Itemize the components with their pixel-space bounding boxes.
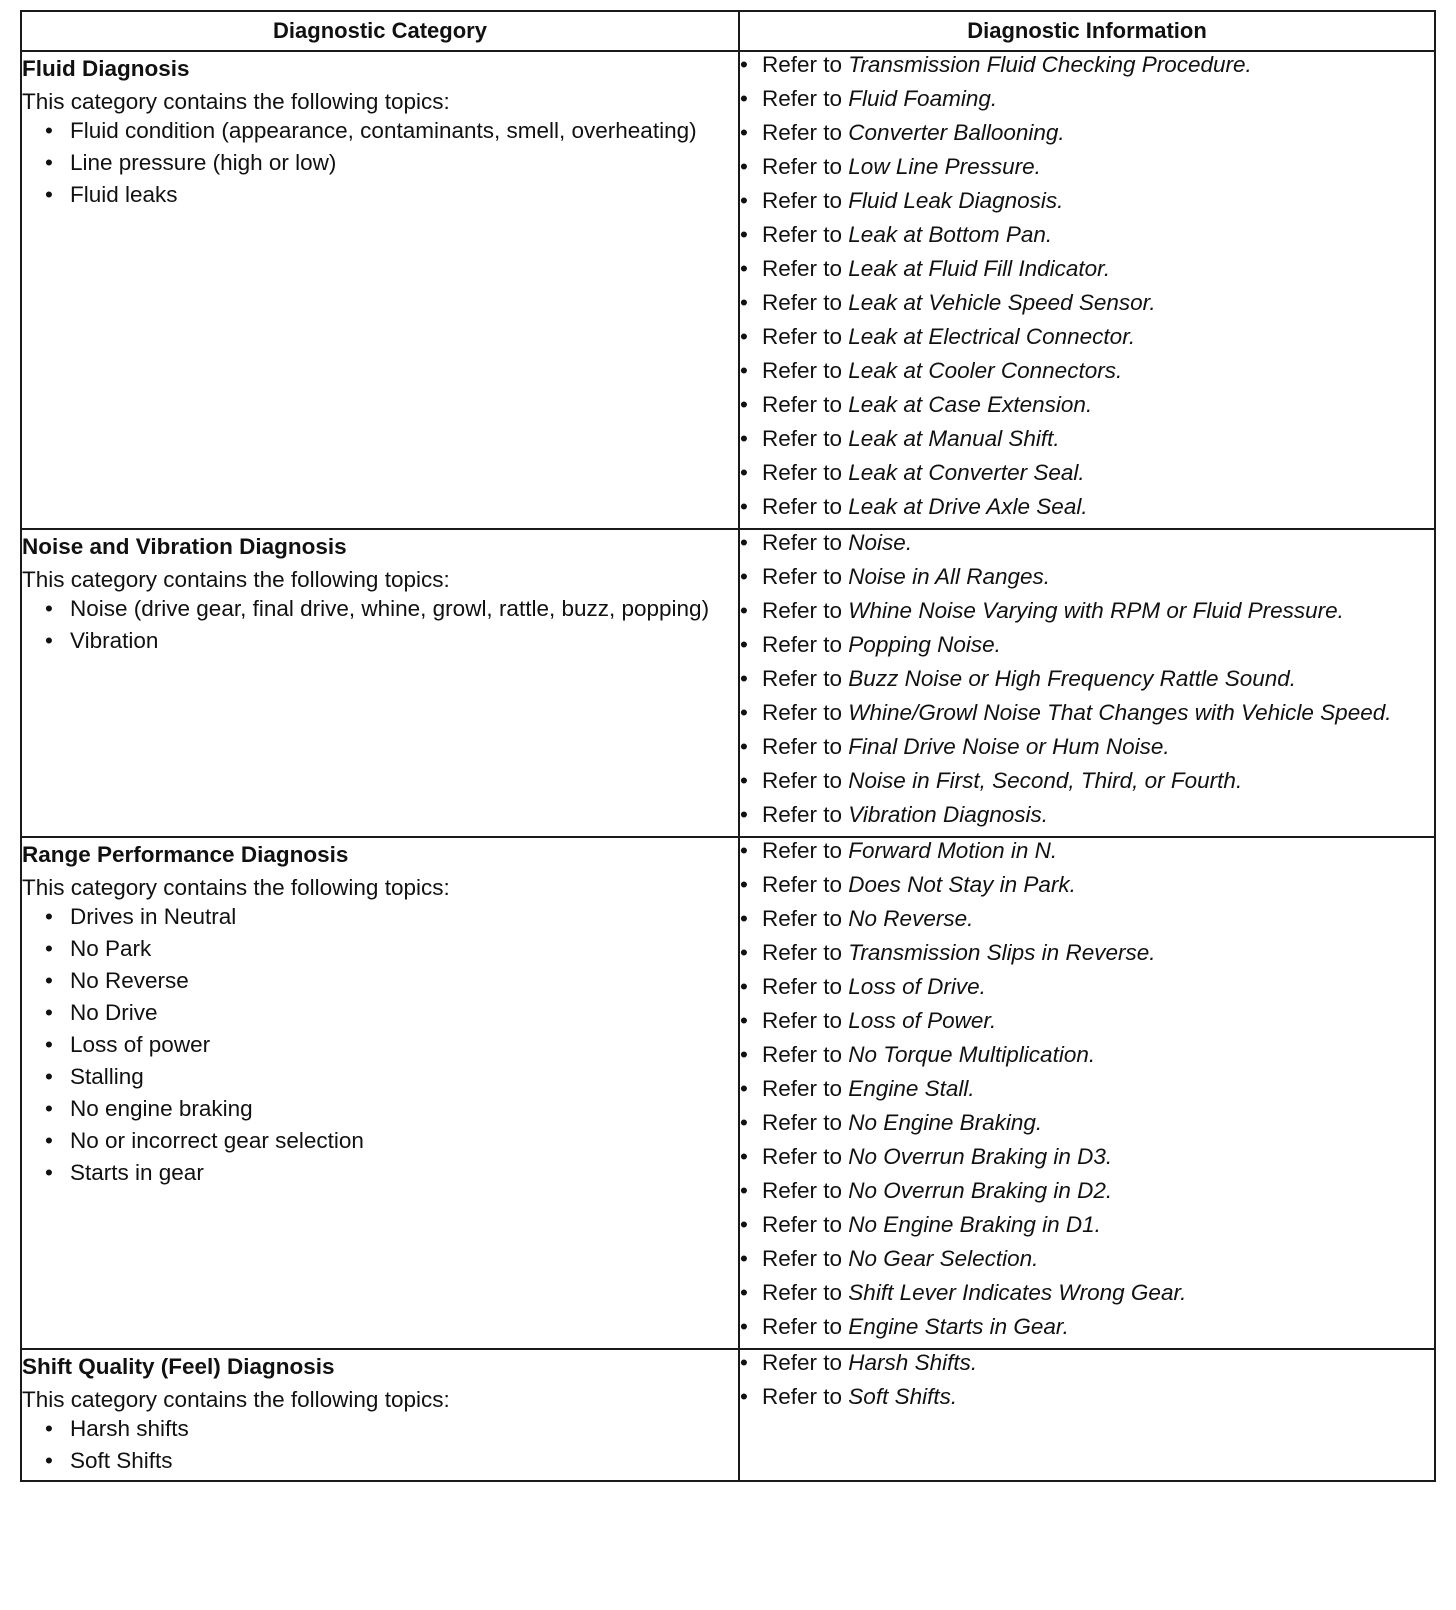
reference-item: [762, 392, 1434, 417]
category-cell: [21, 837, 739, 1349]
reference-link[interactable]: No Overrun Braking in D2.: [848, 1178, 1113, 1203]
table-row: [21, 837, 1435, 1349]
column-header-category: Diagnostic Category: [21, 11, 739, 51]
reference-prefix: Refer to: [762, 120, 849, 145]
reference-prefix: Refer to: [762, 460, 849, 485]
reference-item: [762, 768, 1434, 793]
reference-item: [762, 1246, 1434, 1271]
topic-item: • No or incorrect gear selection: [70, 1128, 738, 1153]
reference-item: [762, 666, 1434, 691]
reference-link[interactable]: Harsh Shifts.: [848, 1350, 978, 1375]
reference-item: [762, 700, 1434, 725]
reference-prefix: Refer to: [762, 974, 849, 999]
reference-list: [740, 1350, 1434, 1409]
reference-prefix: Refer to: [762, 1008, 849, 1033]
reference-link[interactable]: No Engine Braking in D1.: [848, 1212, 1101, 1237]
category-intro: This category contains the following topics:: [22, 1387, 450, 1412]
reference-link[interactable]: Leak at Manual Shift.: [848, 426, 1060, 451]
topic-list: [22, 596, 738, 653]
reference-item: [762, 598, 1434, 623]
reference-link[interactable]: Fluid Foaming.: [848, 86, 998, 111]
reference-link[interactable]: Final Drive Noise or Hum Noise.: [848, 734, 1170, 759]
reference-prefix: Refer to: [762, 598, 849, 623]
topic-item: • No engine braking: [70, 1096, 738, 1121]
reference-link[interactable]: Buzz Noise or High Frequency Rattle Sound.: [848, 666, 1297, 691]
reference-item: [762, 52, 1434, 77]
reference-link[interactable]: Forward Motion in N.: [848, 838, 1058, 863]
topic-item: • Stalling: [70, 1064, 738, 1089]
reference-prefix: Refer to: [762, 666, 849, 691]
reference-link[interactable]: Transmission Fluid Checking Procedure.: [848, 52, 1252, 77]
topic-item: • Noise (drive gear, final drive, whine, growl, rattle, buzz, popping): [70, 596, 738, 621]
reference-prefix: Refer to: [762, 324, 849, 349]
table-row: [21, 529, 1435, 837]
reference-prefix: Refer to: [762, 1144, 849, 1169]
diagnostic-table: [20, 10, 1436, 1482]
reference-item: [762, 1212, 1434, 1237]
reference-link[interactable]: Leak at Drive Axle Seal.: [848, 494, 1088, 519]
reference-link[interactable]: Leak at Bottom Pan.: [848, 222, 1053, 247]
reference-item: [762, 154, 1434, 179]
reference-link[interactable]: Noise in All Ranges.: [848, 564, 1051, 589]
reference-item: [762, 1314, 1434, 1339]
reference-item: [762, 426, 1434, 451]
reference-item: [762, 324, 1434, 349]
reference-link[interactable]: Loss of Drive.: [848, 974, 986, 999]
reference-link[interactable]: Leak at Converter Seal.: [848, 460, 1085, 485]
reference-list: [740, 838, 1434, 1339]
table-header-row: [21, 11, 1435, 51]
reference-item: [762, 802, 1434, 827]
reference-prefix: Refer to: [762, 530, 849, 555]
reference-item: [762, 1076, 1434, 1101]
reference-link[interactable]: Shift Lever Indicates Wrong Gear.: [848, 1280, 1187, 1305]
topic-item: • Drives in Neutral: [70, 904, 738, 929]
topic-item: • No Reverse: [70, 968, 738, 993]
reference-item: [762, 460, 1434, 485]
reference-prefix: Refer to: [762, 290, 849, 315]
information-cell: [739, 51, 1435, 529]
reference-item: [762, 494, 1434, 519]
category-intro: This category contains the following topics:: [22, 89, 450, 114]
reference-link[interactable]: Leak at Electrical Connector.: [848, 324, 1136, 349]
reference-prefix: Refer to: [762, 564, 849, 589]
reference-link[interactable]: Noise.: [848, 530, 913, 555]
reference-item: [762, 256, 1434, 281]
reference-link[interactable]: Leak at Case Extension.: [848, 392, 1093, 417]
reference-item: [762, 358, 1434, 383]
category-title: Range Performance Diagnosis: [22, 842, 349, 867]
reference-link[interactable]: No Reverse.: [848, 906, 974, 931]
topic-item: • Starts in gear: [70, 1160, 738, 1185]
reference-prefix: Refer to: [762, 1280, 849, 1305]
reference-link[interactable]: Transmission Slips in Reverse.: [848, 940, 1156, 965]
category-intro: This category contains the following topics:: [22, 567, 450, 592]
reference-prefix: Refer to: [762, 86, 849, 111]
table-body: [21, 51, 1435, 1481]
reference-item: [762, 120, 1434, 145]
reference-link[interactable]: Engine Stall.: [848, 1076, 975, 1101]
reference-link[interactable]: Popping Noise.: [848, 632, 1001, 657]
reference-link[interactable]: Whine/Growl Noise That Changes with Vehicle Speed.: [848, 700, 1392, 725]
topic-item: • Fluid leaks: [70, 182, 738, 207]
table-row: [21, 1349, 1435, 1481]
topic-item: • Vibration: [70, 628, 738, 653]
reference-prefix: Refer to: [762, 256, 849, 281]
reference-item: [762, 734, 1434, 759]
reference-prefix: Refer to: [762, 1178, 849, 1203]
category-title: Noise and Vibration Diagnosis: [22, 534, 347, 559]
reference-item: [762, 564, 1434, 589]
reference-prefix: Refer to: [762, 768, 849, 793]
reference-prefix: Refer to: [762, 1076, 849, 1101]
reference-prefix: Refer to: [762, 1212, 849, 1237]
reference-item: [762, 1042, 1434, 1067]
reference-list: [740, 52, 1434, 519]
reference-item: [762, 906, 1434, 931]
reference-link[interactable]: Converter Ballooning.: [848, 120, 1065, 145]
topic-list: [22, 904, 738, 1185]
reference-item: [762, 1110, 1434, 1135]
reference-prefix: Refer to: [762, 1314, 849, 1339]
reference-link[interactable]: Leak at Vehicle Speed Sensor.: [848, 290, 1156, 315]
reference-item: [762, 1350, 1434, 1375]
reference-item: [762, 222, 1434, 247]
reference-link[interactable]: Whine Noise Varying with RPM or Fluid Pressure.: [848, 598, 1344, 623]
topic-list: [22, 1416, 738, 1473]
category-intro: This category contains the following topics:: [22, 875, 450, 900]
reference-item: [762, 188, 1434, 213]
reference-list: [740, 530, 1434, 827]
reference-prefix: Refer to: [762, 734, 849, 759]
reference-item: [762, 838, 1434, 863]
reference-link[interactable]: No Engine Braking.: [848, 1110, 1043, 1135]
reference-link[interactable]: No Gear Selection.: [848, 1246, 1039, 1271]
reference-prefix: Refer to: [762, 494, 849, 519]
topic-item: • No Park: [70, 936, 738, 961]
topic-item: • Line pressure (high or low): [70, 150, 738, 175]
category-title: Fluid Diagnosis: [22, 56, 190, 81]
reference-prefix: Refer to: [762, 838, 849, 863]
reference-prefix: Refer to: [762, 1042, 849, 1067]
table-row: [21, 51, 1435, 529]
reference-item: [762, 940, 1434, 965]
topic-item: • Harsh shifts: [70, 1416, 738, 1441]
reference-prefix: Refer to: [762, 700, 849, 725]
reference-link[interactable]: No Torque Multiplication.: [848, 1042, 1096, 1067]
topic-item: • No Drive: [70, 1000, 738, 1025]
category-cell: [21, 1349, 739, 1481]
reference-item: [762, 1144, 1434, 1169]
reference-link[interactable]: Leak at Cooler Connectors.: [848, 358, 1123, 383]
reference-item: [762, 974, 1434, 999]
reference-link[interactable]: Vibration Diagnosis.: [848, 802, 1048, 827]
information-cell: [739, 837, 1435, 1349]
reference-item: [762, 1178, 1434, 1203]
reference-prefix: Refer to: [762, 52, 849, 77]
reference-link[interactable]: Noise in First, Second, Third, or Fourth.: [848, 768, 1243, 793]
reference-link[interactable]: Leak at Fluid Fill Indicator.: [848, 256, 1111, 281]
reference-prefix: Refer to: [762, 940, 849, 965]
column-header-information: Diagnostic Information: [739, 11, 1435, 51]
reference-prefix: Refer to: [762, 154, 849, 179]
topic-list: [22, 118, 738, 207]
reference-prefix: Refer to: [762, 222, 849, 247]
reference-link[interactable]: Fluid Leak Diagnosis.: [848, 188, 1064, 213]
reference-prefix: Refer to: [762, 1110, 849, 1135]
reference-prefix: Refer to: [762, 358, 849, 383]
reference-link[interactable]: Soft Shifts.: [848, 1384, 958, 1409]
category-title: Shift Quality (Feel) Diagnosis: [22, 1354, 335, 1379]
reference-prefix: Refer to: [762, 188, 849, 213]
reference-link[interactable]: Does Not Stay in Park.: [848, 872, 1076, 897]
topic-item: • Soft Shifts: [70, 1448, 738, 1473]
category-cell: [21, 529, 739, 837]
reference-link[interactable]: No Overrun Braking in D3.: [848, 1144, 1113, 1169]
category-cell: [21, 51, 739, 529]
reference-link[interactable]: Engine Starts in Gear.: [848, 1314, 1069, 1339]
topic-item: • Loss of power: [70, 1032, 738, 1057]
topic-item: • Fluid condition (appearance, contaminants, smell, overheating): [70, 118, 738, 143]
information-cell: [739, 529, 1435, 837]
reference-item: [762, 1280, 1434, 1305]
reference-item: [762, 872, 1434, 897]
reference-item: [762, 530, 1434, 555]
reference-item: [762, 1384, 1434, 1409]
reference-item: [762, 1008, 1434, 1033]
information-cell: [739, 1349, 1435, 1481]
reference-prefix: Refer to: [762, 802, 849, 827]
reference-prefix: Refer to: [762, 1384, 849, 1409]
reference-prefix: Refer to: [762, 1246, 849, 1271]
reference-item: [762, 632, 1434, 657]
reference-link[interactable]: Loss of Power.: [848, 1008, 997, 1033]
reference-prefix: Refer to: [762, 906, 849, 931]
reference-item: [762, 86, 1434, 111]
reference-prefix: Refer to: [762, 632, 849, 657]
reference-item: [762, 290, 1434, 315]
reference-prefix: Refer to: [762, 872, 849, 897]
reference-prefix: Refer to: [762, 1350, 849, 1375]
reference-prefix: Refer to: [762, 426, 849, 451]
reference-link[interactable]: Low Line Pressure.: [848, 154, 1041, 179]
reference-prefix: Refer to: [762, 392, 849, 417]
